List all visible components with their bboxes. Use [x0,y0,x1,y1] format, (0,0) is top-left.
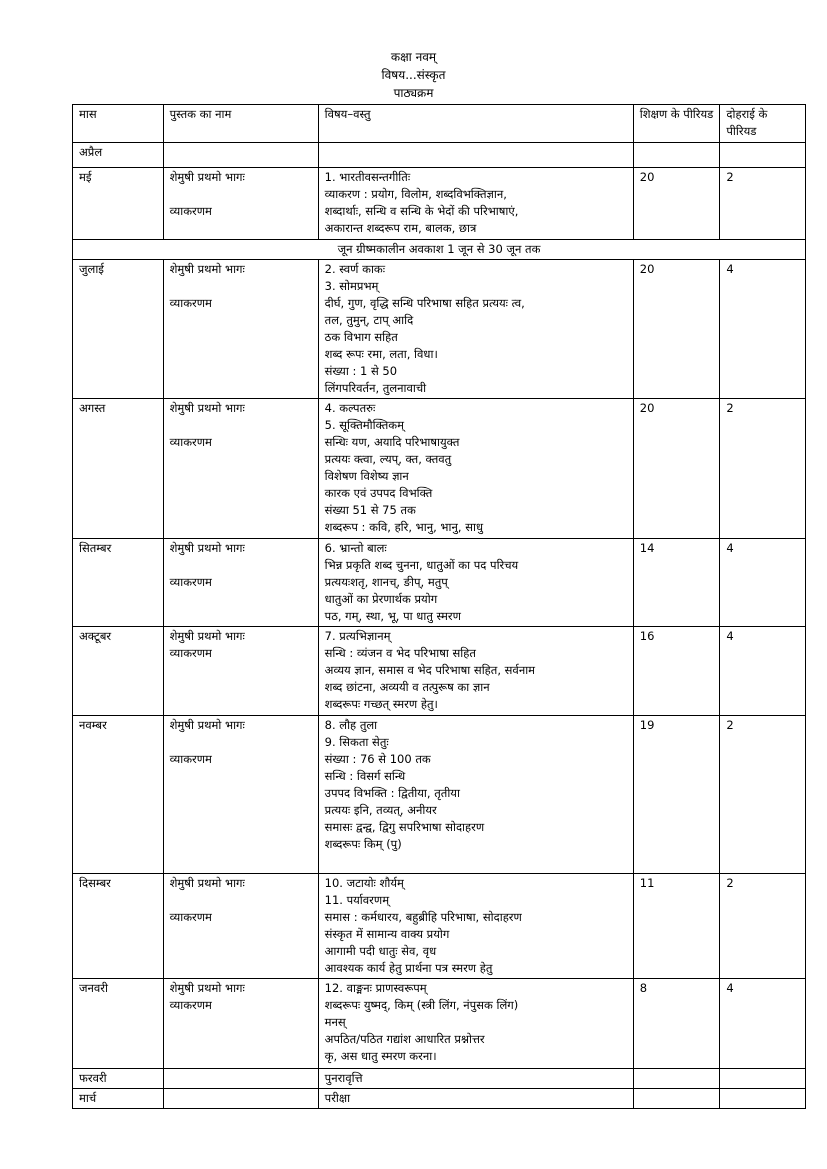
book-primary: शेमुषी प्रथमो भागः [169,262,245,276]
content-cell [318,627,633,716]
teaching-cell: 20 [633,168,720,240]
content-line: अपठित/पठित गद्यांश आधारित प्रश्नोत्तर [324,1032,485,1046]
content-line: पुनरावृत्ति [324,1071,363,1085]
content-line: 5. सूक्तिमौक्तिकम् [324,418,405,432]
content-cell [318,874,633,979]
teaching-cell: 14 [633,539,720,627]
revision-cell: 4 [720,260,806,399]
content-line: 7. प्रत्यभिज्ञानम् [324,629,391,643]
content-cell [318,539,633,627]
content-line: शब्दार्थाः, सन्धि व सन्धि के भेदों की परिभाषाएं, [324,204,519,218]
content-cell [318,1069,633,1089]
book-grammar: व्याकरणम [169,575,212,589]
content-line: अव्यय ज्ञान, समास व भेद परिभाषा सहित, सर्वनाम [324,663,536,677]
book-grammar: व्याकरणम [169,646,212,660]
revision-cell: 2 [720,716,806,874]
book-cell [163,716,318,874]
content-line: 9. सिकता सेतुः [324,735,389,749]
book-cell [163,539,318,627]
book-primary: शेमुषी प्रथमो भागः [169,718,245,732]
teaching-cell [633,1069,720,1089]
content-line: शब्द रूपः रमा, लता, विधा। [324,347,438,361]
content-line: 12. वाङ्मनः प्राणस्वरूपम् [324,981,427,995]
content-line: आवश्यक कार्य हेतु प्रार्थना पत्र स्मरण हेतु [324,961,493,975]
syllabus-table [72,104,806,1109]
revision-cell: 4 [720,627,806,716]
content-line: प्रत्ययः क्त्वा, ल्यप्, क्त, क्तवतु [324,452,452,466]
content-line: ठक विभाग सहित [324,330,398,344]
revision-cell: 4 [720,539,806,627]
book-cell [163,627,318,716]
content-line: संख्या : 1 से 50 [324,364,398,378]
revision-cell: 4 [720,979,806,1069]
month-cell: जुलाई [73,260,164,399]
teaching-cell [633,143,720,168]
book-grammar: व्याकरणम [169,752,212,766]
book-cell [163,979,318,1069]
content-cell [318,168,633,240]
class-title: कक्षा नवम् [390,50,437,64]
content-line: प्रत्ययःशतृ, शानच्, ङीप्, मतुप् [324,575,448,589]
table-row [73,716,806,874]
content-cell [318,143,633,168]
content-line: 1. भारतीवसन्तगीतिः [324,170,411,184]
book-cell [163,260,318,399]
revision-cell [720,1089,806,1109]
content-line: संख्या : 76 से 100 तक [324,752,431,766]
content-line: पठ, गम्, स्था, भू, पा धातु स्मरण [324,609,461,623]
content-line: दीर्घ, गुण, वृद्धि सन्धि परिभाषा सहित प्रत्ययः त्व, [324,296,525,310]
table-row [73,1089,806,1109]
content-line: 8. लौह तुला [324,718,378,732]
content-line: विशेषण विशेष्य ज्ञान [324,469,409,483]
book-primary: शेमुषी प्रथमो भागः [169,401,245,415]
vacation-row [73,240,806,260]
revision-cell: 2 [720,399,806,539]
book-primary: शेमुषी प्रथमो भागः [169,981,245,995]
header-row [73,105,806,143]
content-line: व्याकरण : प्रयोग, विलोम, शब्दविभक्तिज्ञान, [324,187,507,201]
content-line: 2. स्वर्ण काकः [324,262,386,276]
content-line: 10. जटायोः शौर्यम् [324,876,404,890]
book-grammar: व्याकरणम [169,296,212,310]
content-line: संस्कृत में सामान्य वाक्य प्रयोग [324,927,450,941]
book-cell [163,143,318,168]
table-row [73,874,806,979]
book-grammar: व्याकरणम [169,204,212,218]
book-primary: शेमुषी प्रथमो भागः [169,629,245,643]
month-cell: अप्रैल [73,143,164,168]
vacation-note: जून ग्रीष्मकालीन अवकाश 1 जून से 30 जून तक [73,240,806,260]
month-cell: दिसम्बर [73,874,164,979]
month-cell: अक्टूबर [73,627,164,716]
content-line: शब्दरूप : कवि, हरि, भानु, भानु, साधु [324,520,484,534]
table-row [73,399,806,539]
table-row [73,168,806,240]
content-line: समासः द्वन्द्व, द्विगु सपरिभाषा सोदाहरण [324,820,485,834]
content-line: 3. सोमप्रभम् [324,279,379,293]
content-cell [318,979,633,1069]
content-line: परीक्षा [324,1091,351,1105]
table-row [73,143,806,168]
month-cell: मई [73,168,164,240]
content-cell [318,260,633,399]
book-cell [163,1069,318,1089]
book-primary: शेमुषी प्रथमो भागः [169,170,245,184]
content-line: आगामी पदी धातुः सेव, वृध [324,944,437,958]
month-cell: जनवरी [73,979,164,1069]
content-line: कृ, अस धातु स्मरण करना। [324,1049,437,1063]
content-line: शब्द छांटना, अव्ययी व तत्पुरूष का ज्ञान [324,680,490,694]
content-line: धातुओं का प्रेरणार्थक प्रयोग [324,592,438,606]
content-line: शब्दरूपः किम् (पु) [324,837,402,851]
content-line: कारक एवं उपपद विभक्ति [324,486,433,500]
teaching-cell: 20 [633,399,720,539]
col-book: पुस्तक का नाम [163,105,318,143]
content-line: 6. भ्रान्तो बालः [324,541,387,555]
book-grammar: व्याकरणम [169,910,212,924]
content-cell [318,716,633,874]
teaching-cell: 20 [633,260,720,399]
content-line: 11. पर्यावरणम् [324,893,390,907]
table-row [73,1069,806,1089]
revision-cell [720,1069,806,1089]
content-cell [318,399,633,539]
col-content: विषय–वस्तु [318,105,633,143]
content-line: अकारान्त शब्दरूप राम, बालक, छात्र [324,221,477,235]
content-line: समास : कर्मधारय, बहुब्रीहि परिभाषा, सोदाहरण [324,910,522,924]
book-grammar: व्याकरणम [169,998,212,1012]
content-line: उपपद विभक्ति : द्वितीया, तृतीया [324,786,460,800]
content-line: तल, तुमुन्, टाप् आदि [324,313,414,327]
content-cell [318,1089,633,1109]
month-cell: मार्च [73,1089,164,1109]
teaching-cell: 8 [633,979,720,1069]
col-month: मास [73,105,164,143]
teaching-cell: 19 [633,716,720,874]
content-line: भिन्न प्रकृति शब्द चुनना, धातुओं का पद परिचय [324,558,519,572]
month-cell: सितम्बर [73,539,164,627]
teaching-cell [633,1089,720,1109]
content-line: 4. कल्पतरुः [324,401,376,415]
subject-title: विषय...संस्कृत [381,68,446,82]
month-cell: नवम्बर [73,716,164,874]
book-grammar: व्याकरणम [169,435,212,449]
col-revision-periods: दोहराई के पीरियड [720,105,806,143]
table-row [73,260,806,399]
book-primary: शेमुषी प्रथमो भागः [169,541,245,555]
book-cell [163,399,318,539]
content-line: संख्या 51 से 75 तक [324,503,416,517]
content-line: प्रत्ययः इनि, तव्यत्, अनीयर [324,803,437,817]
teaching-cell: 16 [633,627,720,716]
table-row [73,539,806,627]
month-cell: फरवरी [73,1069,164,1089]
content-line: सन्धिः यण, अयादि परिभाषायुक्त [324,435,460,449]
col-teaching-periods: शिक्षण के पीरियड [633,105,720,143]
content-line: शब्दरूपः गच्छत् स्मरण हेतु। [324,697,438,711]
book-cell [163,1089,318,1109]
content-line: सन्धि : व्यंजन व भेद परिभाषा सहित [324,646,476,660]
book-cell [163,168,318,240]
book-cell [163,874,318,979]
table-row [73,979,806,1069]
content-line: सन्धि : विसर्ग सन्धि [324,769,406,783]
book-primary: शेमुषी प्रथमो भागः [169,876,245,890]
table-row [73,627,806,716]
revision-cell: 2 [720,874,806,979]
revision-cell: 2 [720,168,806,240]
content-line: लिंगपरिवर्तन, तुलनावाची [324,381,427,395]
revision-cell [720,143,806,168]
syllabus-title: पाठ्यक्रम [393,86,434,100]
content-line: मनस् [324,1015,346,1029]
teaching-cell: 11 [633,874,720,979]
content-line: शब्दरूपः युष्मद्, किम् (स्त्री लिंग, नंपुसक लिंग) [324,998,519,1012]
month-cell: अगस्त [73,399,164,539]
